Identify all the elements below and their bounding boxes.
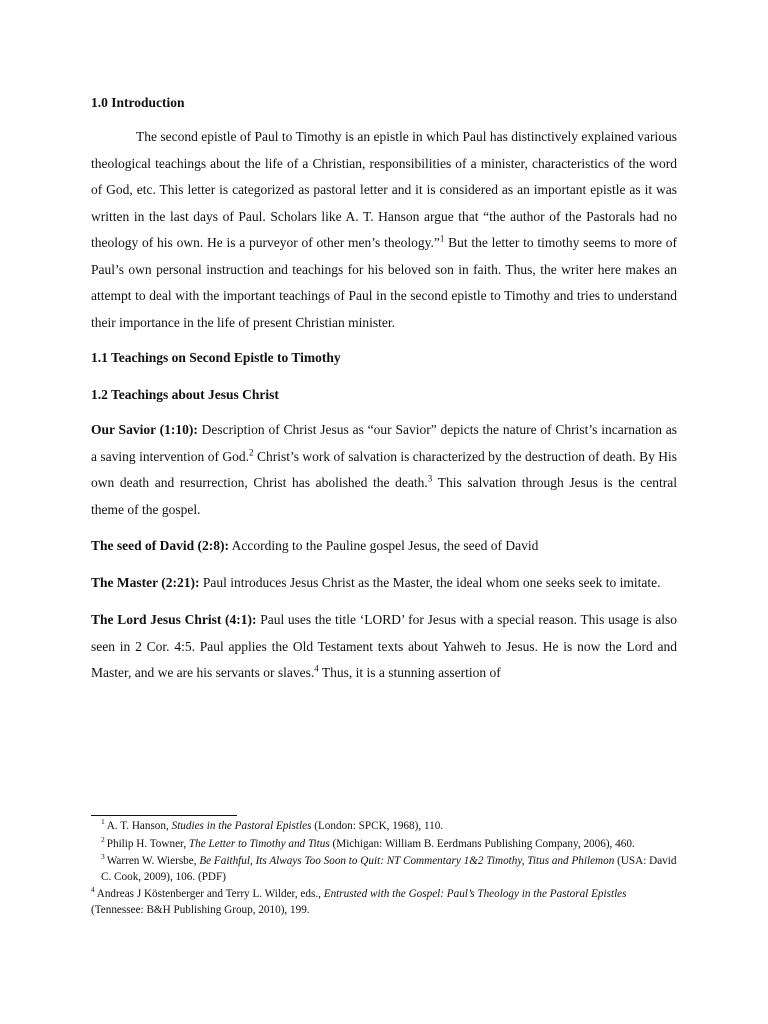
term-seed-of-david: The seed of David (2:8): <box>91 538 229 553</box>
our-savior-text-c: This salvation through Jesus is the central theme of the gospel. <box>91 475 677 517</box>
our-savior-text-b: Christ’s work of salvation is characterized by the destruction of death. By His own death and resurrection, Christ has abolished the death. <box>91 448 678 490</box>
paragraph-our-savior <box>91 417 677 523</box>
footnote-3-pre: Warren W. Wiersbe, <box>106 855 200 867</box>
seed-of-david-text: According to the Pauline gospel Jesus, the seed of David <box>229 538 539 553</box>
our-savior-text-a: Description of Christ Jesus as “our Savior” depicts the nature of Christ’s incarnation as a saving intervention of God. <box>91 422 677 464</box>
footnote-3-post: (USA: David C. Cook, 2009), 106. (PDF) <box>101 855 677 883</box>
term-our-savior: Our Savior (1:10): <box>91 422 198 437</box>
footnotes-section <box>91 819 681 920</box>
footnote-1-pre: A. T. Hanson, <box>106 820 172 832</box>
footnote-2 <box>91 834 681 853</box>
intro-text-a: The second epistle of Paul to Timothy is an epistle in which Paul has distinctively explained various theological teachings about the life of a Christian, responsibilities of a minister, characteristics of the word of God, etc. This letter is categorized as pastoral letter and it is considered as an important epistle as it was written in the last days of Paul. Scholars like A. T. Hanson argue that “the author of the Pastorals had no theology of his own. He is a purveyor of other men’s theology.” <box>91 129 677 250</box>
paragraph-seed-of-david <box>91 533 677 560</box>
footnote-ref-3[interactable]: 3 <box>427 473 433 484</box>
footnote-4-pre: Andreas J Köstenberger and Terry L. Wilder, eds., <box>96 888 324 900</box>
footnote-1 <box>91 819 681 835</box>
lord-jesus-text-a: Paul uses the title ‘LORD’ for Jesus with a special reason. This usage is also seen in 2 Cor. 4:5. Paul applies the Old Testament texts about Yahweh to Jesus. He is now the Lord and Master, and we are his servants or slaves. <box>91 612 677 680</box>
footnote-4-title: Entrusted with the Gospel: Paul’s Theology in the Pastoral Epistles <box>323 888 627 900</box>
heading-introduction: 1.0 Introduction <box>91 95 185 110</box>
footnote-2-title: The Letter to Timothy and Titus <box>188 837 330 850</box>
heading-section-1-2: 1.2 Teachings about Jesus Christ <box>91 387 279 402</box>
footnote-4 <box>91 887 681 918</box>
footnote-ref-4[interactable]: 4 <box>314 663 319 674</box>
the-master-text: Paul introduces Jesus Christ as the Master, the ideal whom one seeks seek to imitate. <box>199 574 661 590</box>
footnote-3 <box>91 854 681 885</box>
footnote-ref-1[interactable]: 1 <box>439 233 445 244</box>
intro-text-b: But the letter to timothy seems to more of Paul’s own personal instruction and teachings for his beloved son in faith. Thus, the writer here makes an attempt to deal with the important teachings of Paul in the second epistle to Timothy and tries to understand their importance in the life of present Christian minister. <box>91 235 677 330</box>
footnote-1-title: Studies in the Pastoral Epistles <box>171 820 312 832</box>
footnote-1-post: (London: SPCK, 1968), 110. <box>311 820 444 832</box>
lord-jesus-text-b: Thus, it is a stunning assertion of <box>318 665 501 680</box>
footnote-4-post: (Tennessee: B&H Publishing Group, 2010), 199. <box>91 903 310 916</box>
term-the-master: The Master (2:21): <box>91 574 200 590</box>
heading-section-1-1: 1.1 Teachings on Second Epistle to Timothy <box>91 350 341 365</box>
document-body <box>91 94 677 687</box>
footnote-2-post: (Michigan: William B. Eerdmans Publishing Company, 2006), 460. <box>329 837 635 850</box>
footnote-ref-2[interactable]: 2 <box>249 447 254 457</box>
intro-paragraph <box>91 124 677 336</box>
paragraph-lord-jesus-christ <box>91 607 677 687</box>
footnote-2-number: 2 <box>101 834 105 844</box>
footnote-3-title: Be Faithful, Its Always Too Soon to Quit: NT Commentary 1&2 Timothy, Titus and Philemon <box>199 855 615 867</box>
term-lord-jesus-christ: The Lord Jesus Christ (4:1): <box>91 612 257 627</box>
footnote-separator <box>91 815 237 816</box>
footnote-1-number: 1 <box>101 817 105 827</box>
footnote-2-pre: Philip H. Towner, <box>106 837 189 850</box>
footnote-4-number: 4 <box>91 885 95 895</box>
paragraph-the-master <box>91 570 677 597</box>
footnote-3-number: 3 <box>101 852 105 862</box>
